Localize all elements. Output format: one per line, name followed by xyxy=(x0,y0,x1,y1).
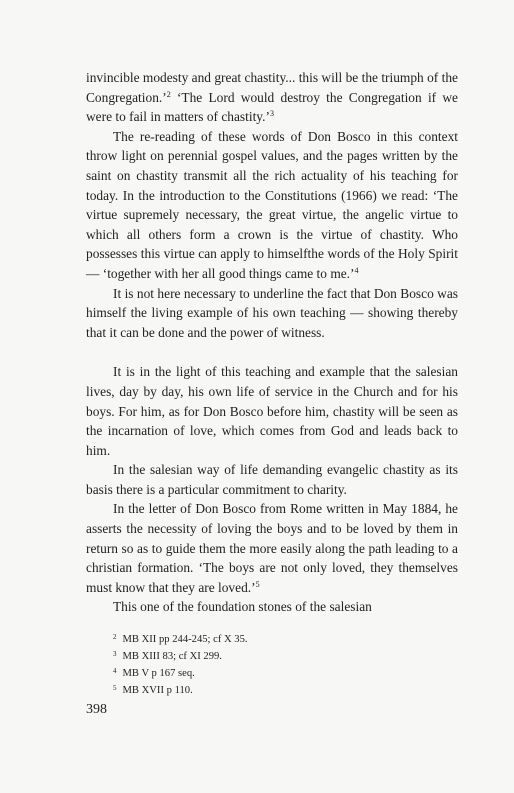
footnote-ref-2: 2 xyxy=(166,89,171,99)
page-number: 398 xyxy=(86,702,107,717)
footnote-ref-5: 5 xyxy=(255,579,260,589)
paragraph-4: It is in the light of this teaching and example that the salesian lives, day by day, his own life of service in the Church and for his boys. For him, as for Don Bosco before him, chastity will be seen as the incarnation of love, which comes from God and leads back to him. xyxy=(86,364,458,458)
paragraph-1: invincible modesty and great chastity... this will be the triumph of the Congregation.’$^2$ ‘The Lord would destroy the Congregation if we were to fail in matters of chastity.’$^3$ xyxy=(86,70,458,125)
footnote-ref-3: 3 xyxy=(269,109,274,119)
body-text xyxy=(86,68,458,617)
footnotes xyxy=(113,630,413,698)
footnote-ref-4: 4 xyxy=(354,265,359,275)
paragraph-3: It is not here necessary to underline the fact that Don Bosco was himself the living example of his own teaching — showing thereby that it can be done and the power of witness. xyxy=(86,285,458,340)
footnote: $^5$ MB XVII p 110. xyxy=(113,684,193,696)
paragraph-7: This one of the foundation stones of the salesian xyxy=(113,599,372,615)
footnote: $^2$ MB XII pp 244-245; cf X 35. xyxy=(113,633,248,645)
footnote: $^3$ MB XIII 83; cf XI 299. xyxy=(113,650,222,662)
footnote: $^4$ MB V p 167 seq. xyxy=(113,667,195,679)
paragraph-2: The re-reading of these words of Don Bosco in this context throw light on perennial gospel values, and the pages written by the saint on chastity transmit all the rich actuality of his teaching for today. In the introduction to the Constitutions (1966) we read: ‘The virtue supremely necessary, the great virtue, the angelic virtue to which all others form a crown is the virtue of chastity. Who possesses this virtue can apply to himselfthe words of the Holy Spirit — ‘together with her all good things came to me.’$^4$ xyxy=(86,128,458,281)
paragraph-6: In the letter of Don Bosco from Rome written in May 1884, he asserts the necessity of loving the boys and to be loved by them in return so as to guide them the more easily along the path leading to a christian formation. ‘The boys are not only loved, they themselves must know that they are loved.’$^5$ xyxy=(86,501,458,595)
paragraph-5: In the salesian way of life demanding evangelic chastity as its basis there is a particular commitment to charity. xyxy=(86,462,458,497)
